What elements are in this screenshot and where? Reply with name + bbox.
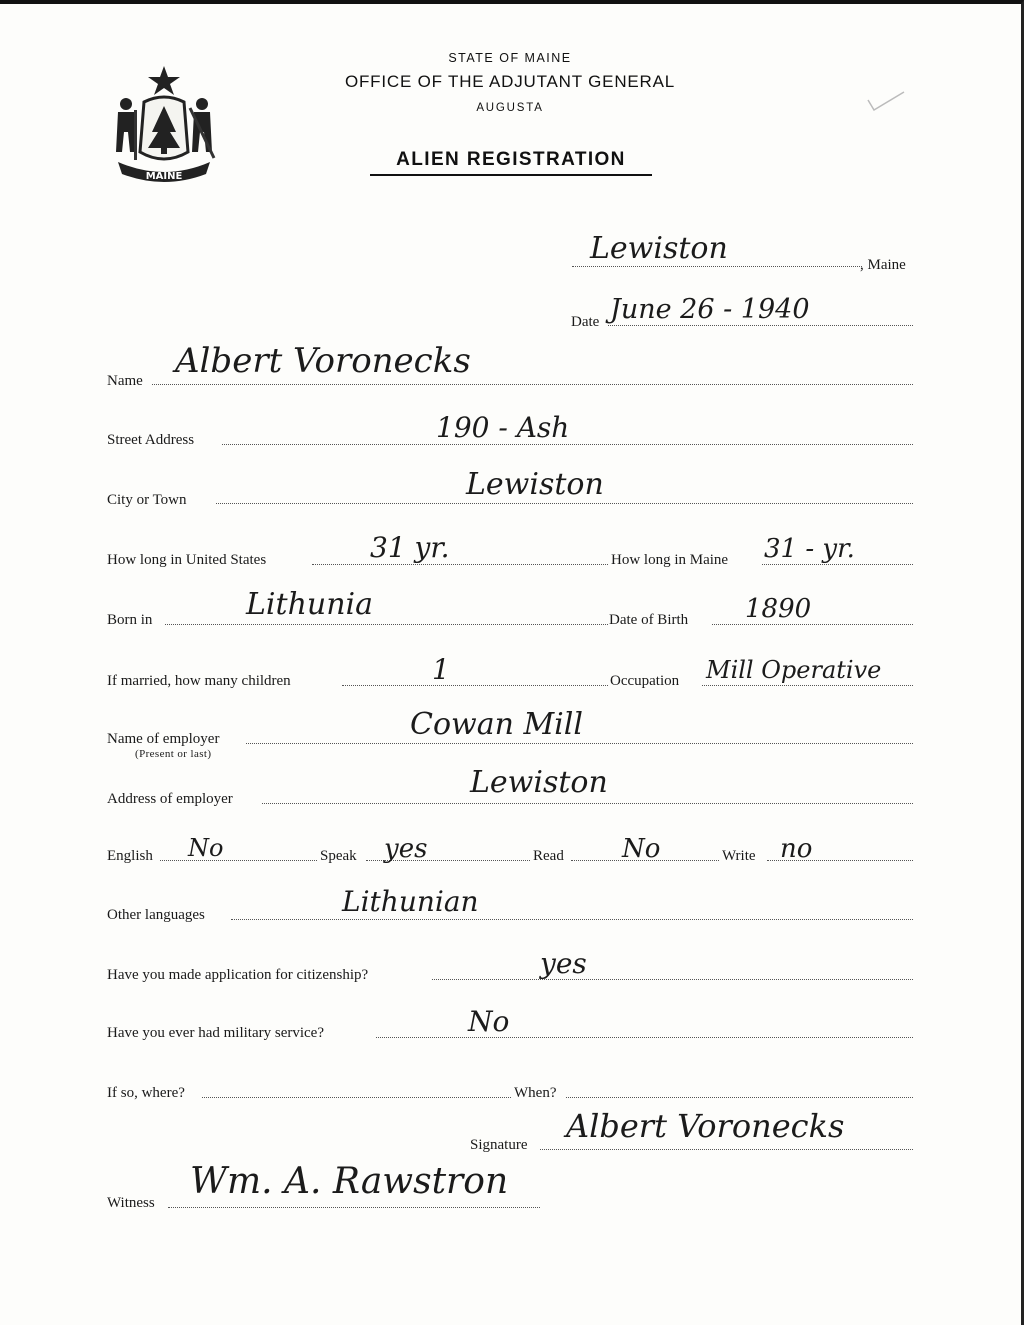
witness-value: Wm. A. Rawstron (190, 1161, 509, 1202)
how-long-maine-value: 31 - yr. (764, 534, 855, 564)
born-in-label: Born in (107, 612, 153, 628)
town-line (572, 266, 862, 267)
employer-address-label: Address of employer (107, 791, 233, 807)
how-long-maine-line (762, 564, 913, 565)
employer-line (246, 743, 913, 744)
military-line (376, 1037, 913, 1038)
street-line (222, 444, 913, 445)
signature-line (540, 1149, 913, 1150)
town-value: Lewiston (590, 231, 728, 266)
employer-value: Cowan Mill (410, 707, 583, 742)
english-label: English (107, 848, 153, 864)
how-long-maine-label: How long in Maine (611, 552, 729, 568)
when-label: When? (514, 1085, 557, 1101)
born-in-line (165, 624, 608, 625)
check-mark-icon (866, 90, 906, 112)
witness-line (168, 1207, 540, 1208)
speak-label: Speak (320, 848, 357, 864)
read-value: No (622, 834, 661, 864)
write-label: Write (722, 848, 756, 864)
name-label: Name (107, 373, 143, 389)
name-value: Albert Voronecks (175, 341, 471, 381)
seal-text: MAINE (145, 171, 183, 182)
how-long-us-value: 31 yr. (370, 531, 450, 564)
where-line (202, 1097, 511, 1098)
city-label: City or Town (107, 492, 187, 508)
speak-value: yes (384, 834, 428, 864)
citizenship-value: yes (540, 947, 587, 980)
children-value: 1 (432, 653, 450, 686)
english-line (160, 860, 317, 861)
maine-state-seal-icon (104, 62, 224, 192)
signature-value: Albert Voronecks (566, 1107, 845, 1145)
office-heading: OFFICE OF THE ADJUTANT GENERAL (344, 72, 676, 91)
employer-label: Name of employer (107, 731, 220, 747)
date-value: June 26 - 1940 (610, 294, 810, 325)
street-label: Street Address (107, 432, 195, 448)
occupation-line (702, 685, 913, 686)
how-long-us-line (312, 564, 608, 565)
read-label: Read (533, 848, 564, 864)
city-value: Lewiston (466, 467, 604, 502)
citizenship-line (432, 979, 913, 980)
city-line (216, 503, 913, 504)
city-heading: AUGUSTA (476, 102, 544, 114)
street-value: 190 - Ash (436, 411, 570, 444)
occupation-value: Mill Operative (706, 656, 882, 684)
occupation-label: Occupation (610, 673, 680, 689)
maine-label: , Maine (860, 257, 906, 273)
citizenship-label: Have you made application for citizenship? (107, 967, 369, 983)
other-languages-label: Other languages (107, 907, 205, 923)
children-label: If married, how many children (107, 673, 291, 689)
name-line (152, 384, 913, 385)
date-line (608, 325, 913, 326)
witness-label: Witness (107, 1195, 155, 1211)
born-in-value: Lithunia (246, 587, 374, 622)
date-of-birth-value: 1890 (745, 594, 812, 624)
other-languages-value: Lithunian (342, 885, 479, 918)
how-long-us-label: How long in United States (107, 552, 267, 568)
date-of-birth-line (712, 624, 913, 625)
employer-address-line (262, 803, 913, 804)
military-value: No (468, 1005, 510, 1038)
military-label: Have you ever had military service? (107, 1025, 324, 1041)
other-languages-line (231, 919, 913, 920)
employer-sub-label: (Present or last) (135, 748, 212, 760)
date-label: Date (571, 314, 600, 330)
signature-label: Signature (470, 1137, 528, 1153)
form-title: ALIEN REGISTRATION (370, 149, 652, 176)
when-line (566, 1097, 913, 1098)
date-of-birth-label: Date of Birth (609, 612, 689, 628)
where-label: If so, where? (107, 1085, 185, 1101)
write-value: no (780, 834, 813, 864)
employer-address-value: Lewiston (470, 765, 608, 800)
state-heading: STATE OF MAINE (448, 51, 572, 65)
english-value: No (188, 834, 224, 862)
children-line (342, 685, 608, 686)
